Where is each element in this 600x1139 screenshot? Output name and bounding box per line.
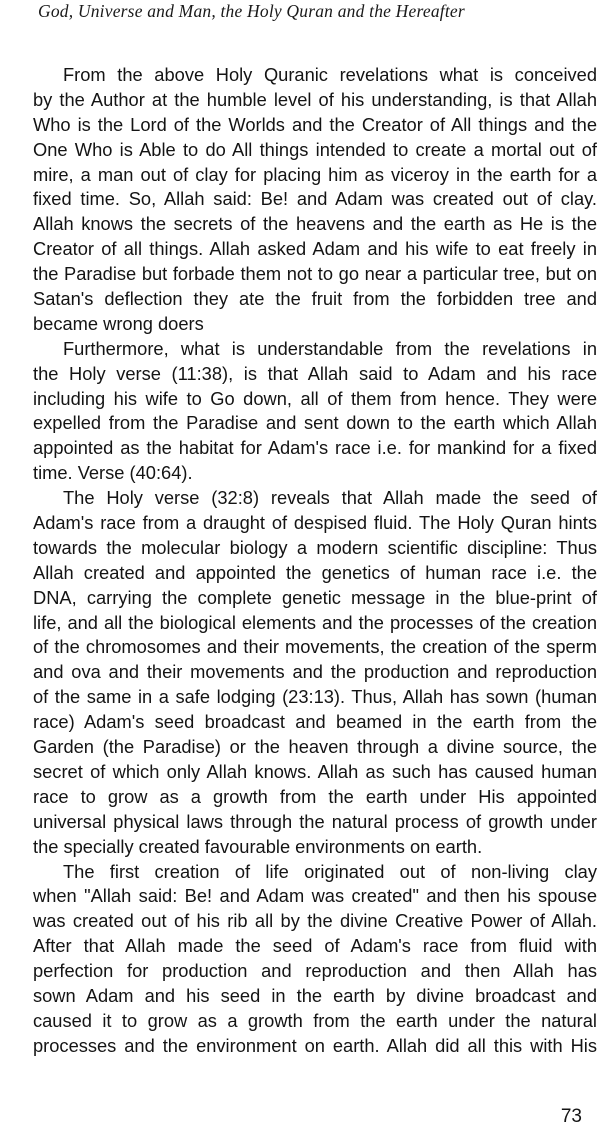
text-line: when "Allah said: Be! and Adam was created" and then his spouse	[33, 885, 597, 907]
text-line: including his wife to Go down, all of them from hence. They were	[33, 387, 597, 409]
text-line: Furthermore, what is understandable from the revelations in	[63, 337, 597, 359]
text-line: the Holy verse (11:38), is that Allah said to Adam and his race	[33, 362, 597, 384]
paragraph	[33, 486, 597, 859]
text-line: secret of which only Allah knows. Allah as such has caused human	[33, 760, 597, 782]
text-line: fixed time. So, Allah said: Be! and Adam was created out of clay.	[33, 188, 597, 210]
text-line: One Who is Able to do All things intended to create a mortal out of	[33, 138, 597, 160]
text-line: Who is the Lord of the Worlds and the Creator of All things and the	[33, 113, 597, 135]
text-line: time. Verse (40:64).	[33, 462, 193, 484]
text-line: the specially created favourable environments on earth.	[33, 835, 483, 857]
text-line: Allah knows the secrets of the heavens and the earth as He is the	[33, 213, 597, 235]
text-line: of the chromosomes and their movements, the creation of the sperm	[33, 636, 597, 658]
text-line: DNA, carrying the complete genetic message in the blue-print of	[33, 586, 597, 608]
text-line: universal physical laws through the natural process of growth under	[33, 810, 597, 832]
text-line: After that Allah made the seed of Adam's race from fluid with	[33, 935, 597, 957]
paragraph	[33, 860, 597, 1059]
paragraph	[33, 337, 597, 486]
text-line: From the above Holy Quranic revelations what is conceived	[63, 64, 597, 85]
text-line: race) Adam's seed broadcast and beamed in the earth from the	[33, 711, 597, 733]
running-head: God, Universe and Man, the Holy Quran and the Hereafter	[38, 1, 465, 21]
text-line: mire, a man out of clay for placing him as viceroy in the earth for a	[33, 163, 597, 185]
text-line: Garden (the Paradise) or the heaven through a divine source, the	[33, 736, 597, 758]
text-line: became wrong doers	[33, 312, 204, 334]
text-line: the Paradise but forbade them not to go near a particular tree, but on	[33, 263, 597, 285]
text-line: life, and all the biological elements and the processes of the creation	[33, 611, 597, 633]
paragraph	[33, 63, 597, 337]
text-line: expelled from the Paradise and sent down to the earth which Allah	[33, 412, 597, 434]
body-text	[33, 63, 597, 1059]
text-line: The first creation of life originated out of non-living clay	[63, 860, 597, 882]
text-line: Creator of all things. Allah asked Adam and his wife to eat freely in	[33, 238, 597, 260]
text-line: appointed as the habitat for Adam's race i.e. for mankind for a fixed	[33, 437, 597, 459]
text-line: of the same in a safe lodging (23:13). Thus, Allah has sown (human	[33, 686, 597, 708]
text-line: Satan's deflection they ate the fruit from the forbidden tree and	[33, 288, 597, 310]
text-line: perfection for production and reproduction and then Allah has	[33, 960, 597, 982]
text-line: towards the molecular biology a modern scientific discipline: Thus	[33, 536, 597, 558]
text-line: sown Adam and his seed in the earth by divine broadcast and	[33, 984, 597, 1006]
text-line: was created out of his rib all by the divine Creative Power of Allah.	[33, 910, 597, 932]
text-line: race to grow as a growth from the earth under His appointed	[33, 785, 597, 807]
text-line: Allah created and appointed the genetics of human race i.e. the	[33, 561, 597, 583]
text-line: by the Author at the humble level of his understanding, is that Allah	[33, 88, 597, 110]
text-line: processes and the environment on earth. Allah did all this with His	[33, 1034, 597, 1056]
text-line: caused it to grow as a growth from the earth under the natural	[33, 1009, 597, 1031]
text-line: Adam's race from a draught of despised fluid. The Holy Quran hints	[33, 512, 597, 534]
text-line: and ova and their movements and the production and reproduction	[33, 661, 597, 683]
page-number: 73	[560, 1106, 582, 1127]
text-line: The Holy verse (32:8) reveals that Allah made the seed of	[63, 487, 597, 509]
